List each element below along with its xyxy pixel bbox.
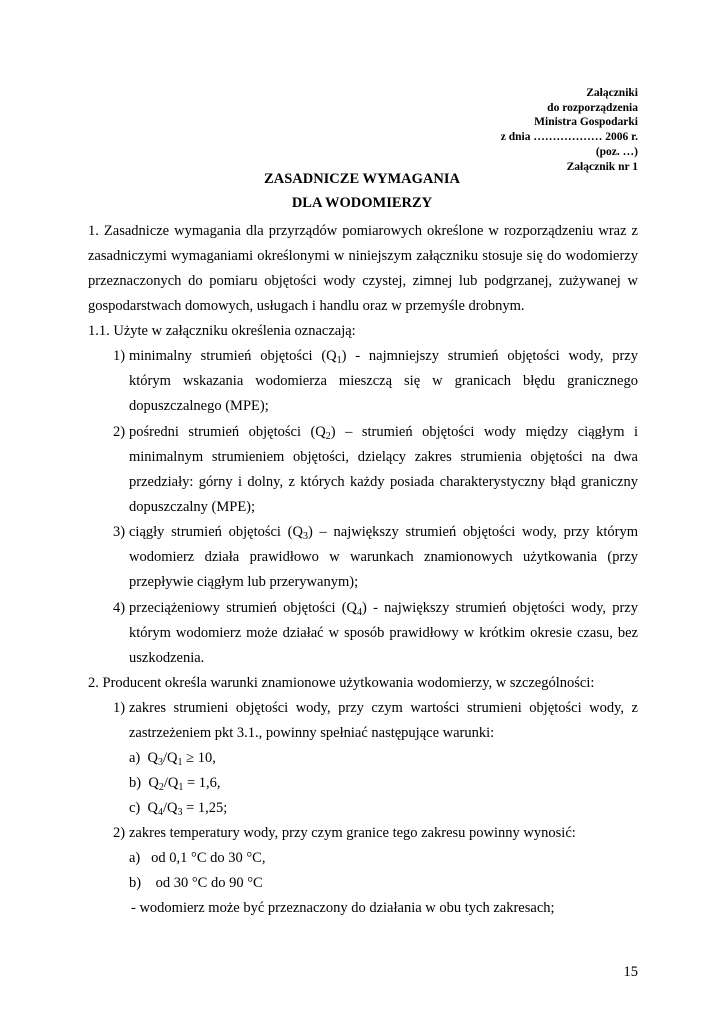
text-part: minimalny strumień objętości (Q — [129, 348, 337, 364]
text-part: przeciążeniowy strumień objętości (Q — [129, 600, 358, 616]
sub-label: c) — [129, 800, 141, 816]
temperature-item — [129, 874, 263, 892]
header-line: Załączniki — [586, 87, 638, 99]
subscript: 4 — [158, 807, 163, 818]
paragraph-line: gospodarstwach domowych, usługach i handlu oraz w przemyśle drobnym. — [88, 298, 525, 314]
text-part: ciągły strumień objętości (Q — [129, 524, 303, 540]
subscript: 2 — [325, 431, 331, 441]
definition-line: którym wodomierz może działać w sposób prawidłowy w krótkim okresie czasu, bez — [129, 625, 638, 641]
list-number: 2) — [113, 424, 126, 440]
list-number: 1) — [113, 700, 126, 716]
definition-line — [129, 599, 638, 617]
sub-label: a) — [129, 850, 141, 866]
definition-line: którym wskazania wodomierza mieszczą się w granicach błędu granicznego — [129, 373, 638, 389]
definition-line — [129, 423, 638, 441]
condition-line: zastrzeżeniem pkt 3.1., powinny spełniać następujące warunki: — [129, 725, 495, 741]
header-line: Ministra Gospodarki — [534, 116, 638, 129]
relation: = 1,6, — [183, 775, 221, 791]
sub-label: a) — [129, 750, 141, 766]
section-heading: 1.1. Użyte w załączniku określenia oznaczają: — [88, 323, 356, 339]
text-part: ) – największy strumień objętości wody, przy którym — [307, 524, 638, 540]
document-subtitle: DLA WODOMIERZY — [291, 195, 433, 211]
text-part: ) – strumień objętości wody między ciągłym i — [330, 424, 638, 440]
paragraph-line: zasadniczymi wymaganiami określonymi w niniejszym załączniku stosuje się do wodomierzy — [88, 248, 638, 264]
list-number: 2) — [113, 825, 126, 841]
condition-line: zakres temperatury wody, przy czym granice tego zakresu powinny wynosić: — [129, 825, 576, 841]
ratio-item — [129, 749, 216, 767]
subscript: 4 — [357, 607, 363, 617]
list-number: 3) — [113, 524, 126, 540]
section-heading: 2. Producent określa warunki znamionowe użytkowania wodomierzy, w szczególności: — [88, 675, 595, 691]
annex-header — [501, 86, 638, 174]
header-line: z dnia ……………… 2006 r. — [500, 131, 638, 144]
definition-line: dopuszczalnego (MPE); — [129, 398, 269, 414]
list-number: 1) — [113, 348, 126, 364]
header-line: (poz. …) — [595, 145, 638, 158]
subscript: 1 — [336, 355, 342, 365]
note-line: - wodomierz może być przeznaczony do działania w obu tych zakresach; — [131, 900, 555, 916]
text-part: ) - najmniejszy strumień objętości wody, przy — [341, 348, 638, 364]
symbol: /Q — [163, 775, 179, 791]
subscript: 3 — [177, 807, 183, 818]
text-part: pośredni strumień objętości (Q — [129, 424, 326, 440]
ratio-item — [129, 799, 227, 817]
symbol: /Q — [163, 800, 178, 816]
paragraph-line: 1. Zasadnicze wymagania dla przyrządów pomiarowych określone w rozporządzeniu wraz z — [88, 223, 638, 239]
definition-line: przedziały: górny i dolny, z których każdy posiada charakterystyczny błąd graniczny — [129, 474, 638, 490]
temperature-item — [129, 849, 265, 867]
definition-line — [129, 347, 638, 365]
subscript: 1 — [177, 757, 183, 768]
temperature-range: od 30 °C do 90 °C — [155, 875, 263, 891]
subscript: 2 — [158, 782, 164, 793]
symbol: Q — [147, 800, 158, 816]
definition-line: przepływie ciągłym lub przerywanym); — [129, 574, 359, 590]
temperature-range: od 0,1 °C do 30 °C, — [151, 850, 266, 866]
condition-line: zakres strumieni objętości wody, przy czym wartości strumieni objętości wody, z — [129, 700, 638, 716]
subscript: 3 — [158, 757, 163, 768]
sub-label: b) — [129, 875, 142, 891]
definition-line: minimalnym strumieniem objętości, dzielący zakres strumienia objętości na dwa — [129, 449, 638, 465]
definition-line: uszkodzenia. — [129, 650, 205, 666]
text-part: ) - największy strumień objętości wody, przy — [362, 600, 638, 616]
symbol: /Q — [163, 750, 178, 766]
list-number: 4) — [113, 600, 126, 616]
symbol: Q — [148, 775, 159, 791]
header-line: Załącznik nr 1 — [566, 160, 638, 173]
page-number: 15 — [623, 964, 638, 980]
header-line: do rozporządzenia — [547, 101, 638, 114]
definition-line — [129, 523, 638, 541]
definition-line: dopuszczalny (MPE); — [129, 499, 256, 515]
subscript: 1 — [178, 782, 184, 793]
relation: = 1,25; — [182, 800, 228, 816]
relation: ≥ 10, — [182, 750, 216, 766]
ratio-item — [129, 774, 221, 792]
document-title: ZASADNICZE WYMAGANIA — [264, 171, 460, 187]
definition-line: wodomierz działa prawidłowo w warunkach znamionowych użytkowania (przy — [129, 549, 638, 565]
symbol: Q — [147, 750, 158, 766]
sub-label: b) — [129, 775, 142, 791]
subscript: 3 — [302, 531, 308, 541]
paragraph-line: przeznaczonych do pomiaru objętości wody czystej, zimnej lub podgrzanej, zużywanej w — [88, 273, 638, 289]
